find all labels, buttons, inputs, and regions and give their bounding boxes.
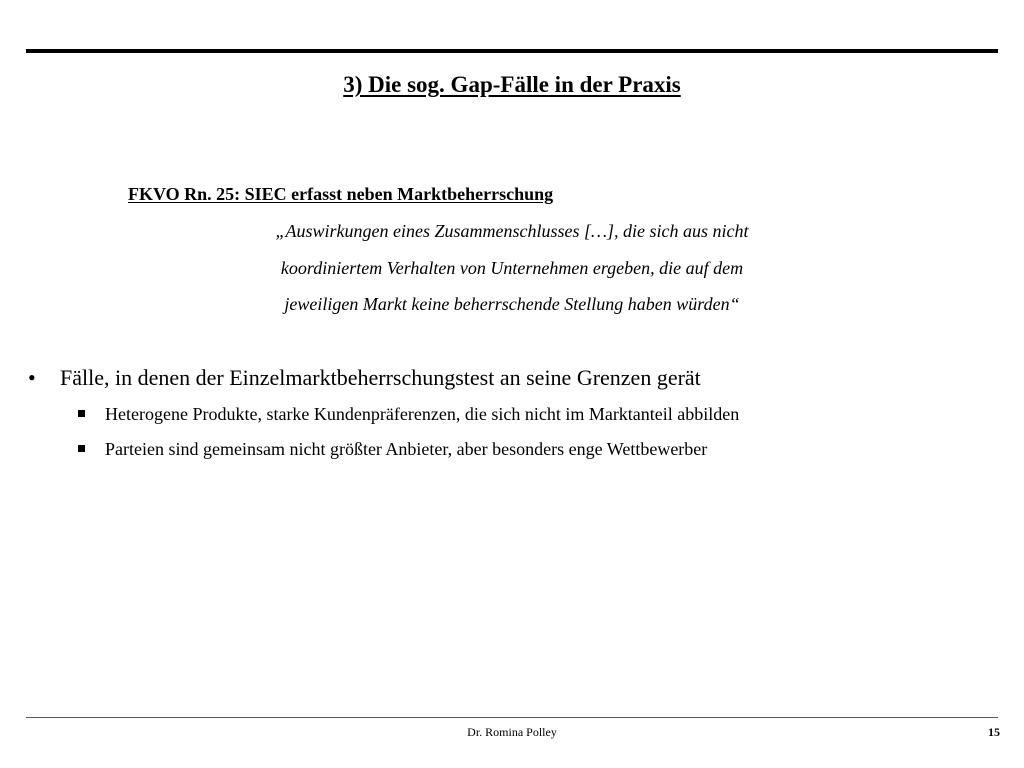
sub-bullet-item <box>78 404 739 425</box>
quote-heading: FKVO Rn. 25: SIEC erfasst neben Marktbeherrschung <box>128 184 554 204</box>
square-bullet-icon <box>78 410 85 417</box>
footer-divider <box>26 717 998 718</box>
footer-author: Dr. Romina Polley <box>467 725 557 739</box>
sub-bullet-text: Parteien sind gemeinsam nicht größter Anbieter, aber besonders enge Wettbewerber <box>105 439 708 459</box>
quote-line: jeweiligen Markt keine beherrschende Stellung haben würden“ <box>284 294 740 314</box>
bullet-item <box>28 365 701 391</box>
header-divider <box>26 49 998 53</box>
square-bullet-icon <box>78 445 85 452</box>
page-number: 15 <box>988 725 1000 739</box>
bullet-dot-icon: • <box>28 365 36 390</box>
sub-bullet-text: Heterogene Produkte, starke Kundenpräferenzen, die sich nicht im Marktanteil abbilden <box>105 404 740 424</box>
bullet-text: Fälle, in denen der Einzelmarktbeherrschungstest an seine Grenzen gerät <box>60 365 701 390</box>
sub-bullet-item <box>78 439 707 460</box>
slide-title: 3) Die sog. Gap-Fälle in der Praxis <box>343 72 681 97</box>
quote-line: „Auswirkungen eines Zusammenschlusses […], die sich aus nicht <box>275 221 749 241</box>
quote-line: koordiniertem Verhalten von Unternehmen ergeben, die auf dem <box>280 258 744 278</box>
